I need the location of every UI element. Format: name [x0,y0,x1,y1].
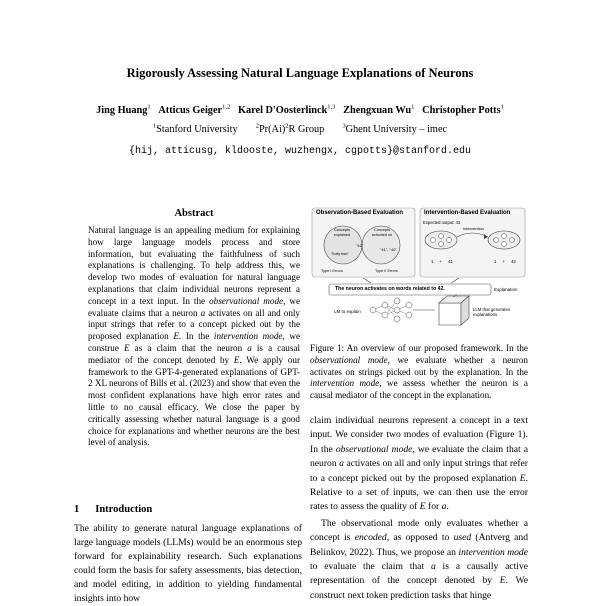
author-name: Christopher Potts [422,105,501,116]
paragraph: claim individual neurons represent a concept in a text input. We consider two modes of evaluation (Figure 1). In the observational mode, we evaluate the claim that a neuron a activates on all and only input strings that refer to a concept picked out by the proposed explanation E. Relative to a set of inputs, we can then use the error rates to assess the quality of E for a. [310,415,528,513]
affil-mark: 3 [342,122,346,130]
label-type2-errors: Type II Errors [375,269,398,273]
author-emails: {hij, atticusg, kldooste, wuzhengx, cgpotts}@stanford.edu [128,146,472,157]
lm-label: LM to explain [334,309,361,314]
affiliation-prair-pre: Pr(Ai) [258,124,286,135]
affiliation-stanford: Stanford University [156,124,238,135]
introduction-text: The ability to generate natural language explanations of large language models (LLMs) would be an enormous step forward for explainability research. Such explanations could form the basis for safety assessments, bias detection, and model editing, in addition to yielding fundamental insights into how [74,523,302,604]
label-expected-output: Expected output: 43 [423,220,461,225]
explanation-sentence: The neuron activates on words related to 42. [335,286,445,292]
author-name: Zhengxuan Wu [343,105,412,116]
llm-label: LLM that generates explanations [473,307,511,317]
paragraph: The observational mode only evaluates whether a concept is encoded, as opposed to used (Antverg and Belinkov, 2022). Thus, we propose an intervention mode to evaluate the claim that a is a causally active representation of the concept denoted by E. We construct next token prediction tasks that hinge [310,517,529,601]
author-affil-mark: 1 [147,103,151,111]
right-column-body [310,414,528,603]
affiliation-ghent: Ghent University – imec [345,124,448,135]
section-title: Introduction [95,504,153,515]
section-heading-introduction [74,504,168,515]
label-concepts-activated: Concepts activated on [371,228,393,237]
label-forty-two: "forty two" [331,251,349,256]
label-eq-41: 1 + 41 [431,259,453,264]
section-number: 1 [74,504,80,515]
obs-panel-title: Observation-Based Evaluation [316,210,404,216]
affil-mark: 2 [255,122,259,130]
paper-title: Rigorously Assessing Natural Language Explanations of Neurons [126,66,474,80]
author-name: Jing Huang [96,105,148,116]
abstract-heading: Abstract [174,208,214,219]
arrow-to-intervention [451,278,459,283]
label-intervention: Intervention [463,226,484,231]
abstract-text: Natural language is an appealing medium for explaining how large language models process and store information, but evaluating the faithfulness of such explanations is challenging. To help address this, we develop two modes of evaluation for natural language explanations that claim individual neurons represent a concept in a text input. In the observational mode, we evaluate claims that a neuron a activates on all and only input strings that refer to a concept picked out by the proposed explanation E. In the intervention mode, we construe E as a claim that the neuron a is a causal mediator of the concept denoted by E. We apply our framework to the GPT-4-generated explanations of GPT-2 XL neurons of Bills et al. (2023) and show that even the most confident explanations have high error rates and little to no causal efficacy. We close the paper by critically assessing whether natural language is a good choice for explanations and whether neurons are the best level of analysis. [88,225,301,448]
lm-network-nodes [370,298,412,322]
framework-diagram [311,207,526,337]
affil-mark: 1 [152,122,157,130]
figure-1-caption: Figure 1: An overview of our proposed framework. In the observational mode, we evaluate whether a neuron activates on strings picked out by the explanation. In the intervention mode, we assess whether the neuron is a causal mediator of the concept in the explanation. [310,343,528,401]
author-affil-mark: 1 [411,103,415,111]
label-41-40: "41", "40" [380,247,397,252]
affiliations [0,124,600,135]
affiliation-prair-post: R Group [288,124,325,135]
author-name: Karel D'Oosterlinck [237,105,328,116]
author-affil-mark: 1,2 [222,103,231,111]
explanation-label: Explanation [494,287,518,292]
lm-network-edges [373,301,409,319]
label-concepts-explained: Concepts explained [333,228,351,237]
author-list [0,105,600,116]
llm-cube [439,296,469,325]
label-eq-42: 1 + 42 [494,259,516,264]
author-affil-mark: 1,3 [327,103,336,111]
author-name: Atticus Geiger [158,105,223,116]
figure-1 [311,207,526,337]
affil-mark: 2 [285,122,289,130]
label-42: "42" [356,243,364,248]
int-panel-title: Intervention-Based Evaluation [424,210,511,216]
author-affil-mark: 1 [500,103,504,111]
label-type1-errors: Type I Errors [321,269,343,273]
arrow-to-observation [363,278,371,283]
